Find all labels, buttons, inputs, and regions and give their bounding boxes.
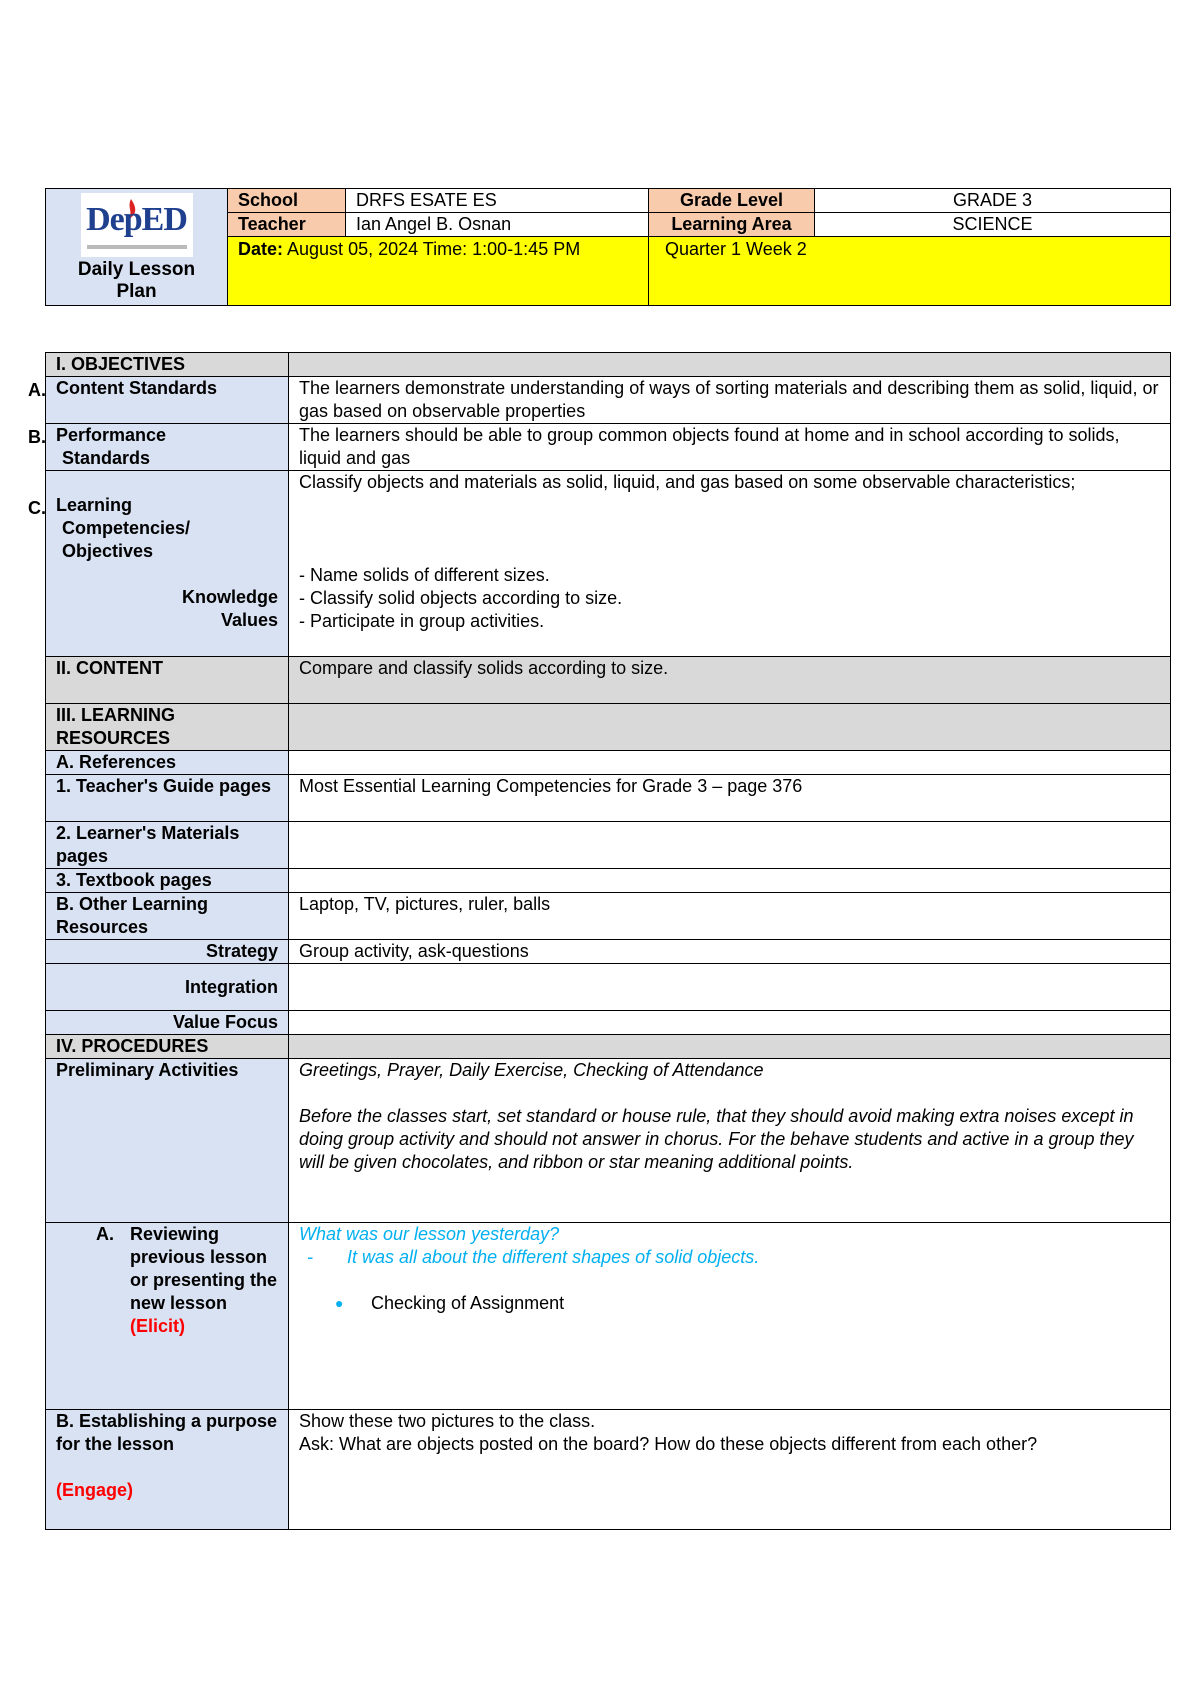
review-dash: - [307, 1247, 313, 1267]
performance-standards-text: The learners should be able to group common objects found at home and in school according to solids, liquid and gas [289, 424, 1171, 471]
deped-logo [81, 193, 193, 257]
learners-materials-label: 2. Learner's Materials pages [46, 822, 289, 869]
content-standards-text: The learners demonstrate understanding of ways of sorting materials and describing them as solid, liquid, or gas based on observable properties [289, 377, 1171, 424]
competency-label-3: Objectives [62, 541, 154, 561]
review-text [289, 1223, 1171, 1410]
performance-label-2: Standards [62, 448, 151, 468]
objective-line-2: - Classify solid objects according to size. [299, 588, 623, 608]
preliminary-text [289, 1059, 1171, 1223]
content-standards-label: Content Standards [46, 377, 289, 424]
teacher-value: Ian Angel B. Osnan [346, 212, 649, 236]
competencies-text [289, 471, 1171, 657]
references-blank [289, 751, 1171, 775]
area-value: SCIENCE [815, 212, 1171, 236]
objectives-blank [289, 353, 1171, 377]
resources-blank [289, 704, 1171, 751]
date-label: Date: [238, 238, 284, 259]
values-label: Values [220, 610, 278, 630]
purpose-label-cell [46, 1410, 289, 1530]
review-bullet: Checking of Assignment [371, 1293, 565, 1313]
purpose-line-1: Show these two pictures to the class. [299, 1411, 596, 1431]
review-marker: A. [96, 1224, 114, 1244]
integration-label: Integration [46, 964, 289, 1011]
content-text: Compare and classify solids according to size. [289, 657, 1171, 704]
value-focus-blank [289, 1011, 1171, 1035]
elicit-tag: (Elicit) [130, 1316, 186, 1336]
strategy-value: Group activity, ask-questions [289, 940, 1171, 964]
performance-label-1: Performance [56, 425, 167, 445]
date-cell [228, 236, 649, 305]
logo-cell [46, 189, 228, 306]
grade-value: GRADE 3 [815, 189, 1171, 213]
other-resources-value: Laptop, TV, pictures, ruler, balls [289, 893, 1171, 940]
marker-c: C. [28, 498, 46, 518]
references-label: A. References [46, 751, 289, 775]
strategy-label: Strategy [46, 940, 289, 964]
review-label-cell [46, 1223, 289, 1410]
resources-heading: III. LEARNING RESOURCES [46, 704, 289, 751]
competencies-label [46, 471, 289, 657]
purpose-line-2: Ask: What are objects posted on the board? How do these objects different from each other? [299, 1434, 1038, 1454]
purpose-text [289, 1410, 1171, 1530]
integration-blank [289, 964, 1171, 1011]
preliminary-label: Preliminary Activities [46, 1059, 289, 1223]
review-label: Reviewing previous lesson or presenting the new lesson [130, 1224, 278, 1313]
area-label: Learning Area [649, 212, 815, 236]
objective-line-3: - Participate in group activities. [299, 611, 545, 631]
review-question: What was our lesson yesterday? [299, 1224, 560, 1244]
purpose-label: B. Establishing a purpose for the lesson [56, 1411, 278, 1454]
lesson-table [45, 352, 1171, 1530]
other-resources-label: B. Other Learning Resources [46, 893, 289, 940]
learners-materials-blank [289, 822, 1171, 869]
performance-standards-label [46, 424, 289, 471]
review-answer: It was all about the different shapes of solid objects. [347, 1247, 760, 1267]
header-table [45, 188, 1171, 306]
content-heading: II. CONTENT [46, 657, 289, 704]
date-value: August 05, 2024 Time: 1:00-1:45 PM [283, 238, 581, 259]
competency-text: Classify objects and materials as solid, liquid, and gas based on some observable characteristics; [299, 472, 1076, 492]
engage-tag: (Engage) [56, 1480, 134, 1500]
logo-text: DepED [86, 201, 187, 238]
knowledge-label: Knowledge [181, 587, 278, 607]
marker-a: A. [28, 380, 46, 400]
school-label: School [228, 189, 346, 213]
objective-line-1: - Name solids of different sizes. [299, 565, 550, 585]
procedures-heading: IV. PROCEDURES [46, 1035, 289, 1059]
teachers-guide-value: Most Essential Learning Competencies for Grade 3 – page 376 [289, 775, 1171, 822]
preliminary-line-1: Greetings, Prayer, Daily Exercise, Checking of Attendance [299, 1060, 764, 1080]
competency-label-1: Learning [56, 495, 133, 515]
objectives-heading: I. OBJECTIVES [46, 353, 289, 377]
teacher-label: Teacher [228, 212, 346, 236]
textbook-label: 3. Textbook pages [46, 869, 289, 893]
competency-label-2: Competencies/ [62, 518, 191, 538]
preliminary-line-2: Before the classes start, set standard or house rule, that they should avoid making extra noises except in doing group activity and should not answer in chorus. For the behave students and active in a group they will be given chocolates, and ribbon or star meaning additional points. [299, 1106, 1134, 1172]
textbook-blank [289, 869, 1171, 893]
quarter-cell: Quarter 1 Week 2 [649, 236, 1171, 305]
teachers-guide-label: 1. Teacher's Guide pages [46, 775, 289, 822]
value-focus-label: Value Focus [46, 1011, 289, 1035]
document-title: Daily Lesson Plan [77, 259, 196, 302]
marker-b: B. [28, 427, 46, 447]
grade-label: Grade Level [649, 189, 815, 213]
bullet-icon: ● [335, 1295, 344, 1311]
procedures-blank [289, 1035, 1171, 1059]
school-value: DRFS ESATE ES [346, 189, 649, 213]
